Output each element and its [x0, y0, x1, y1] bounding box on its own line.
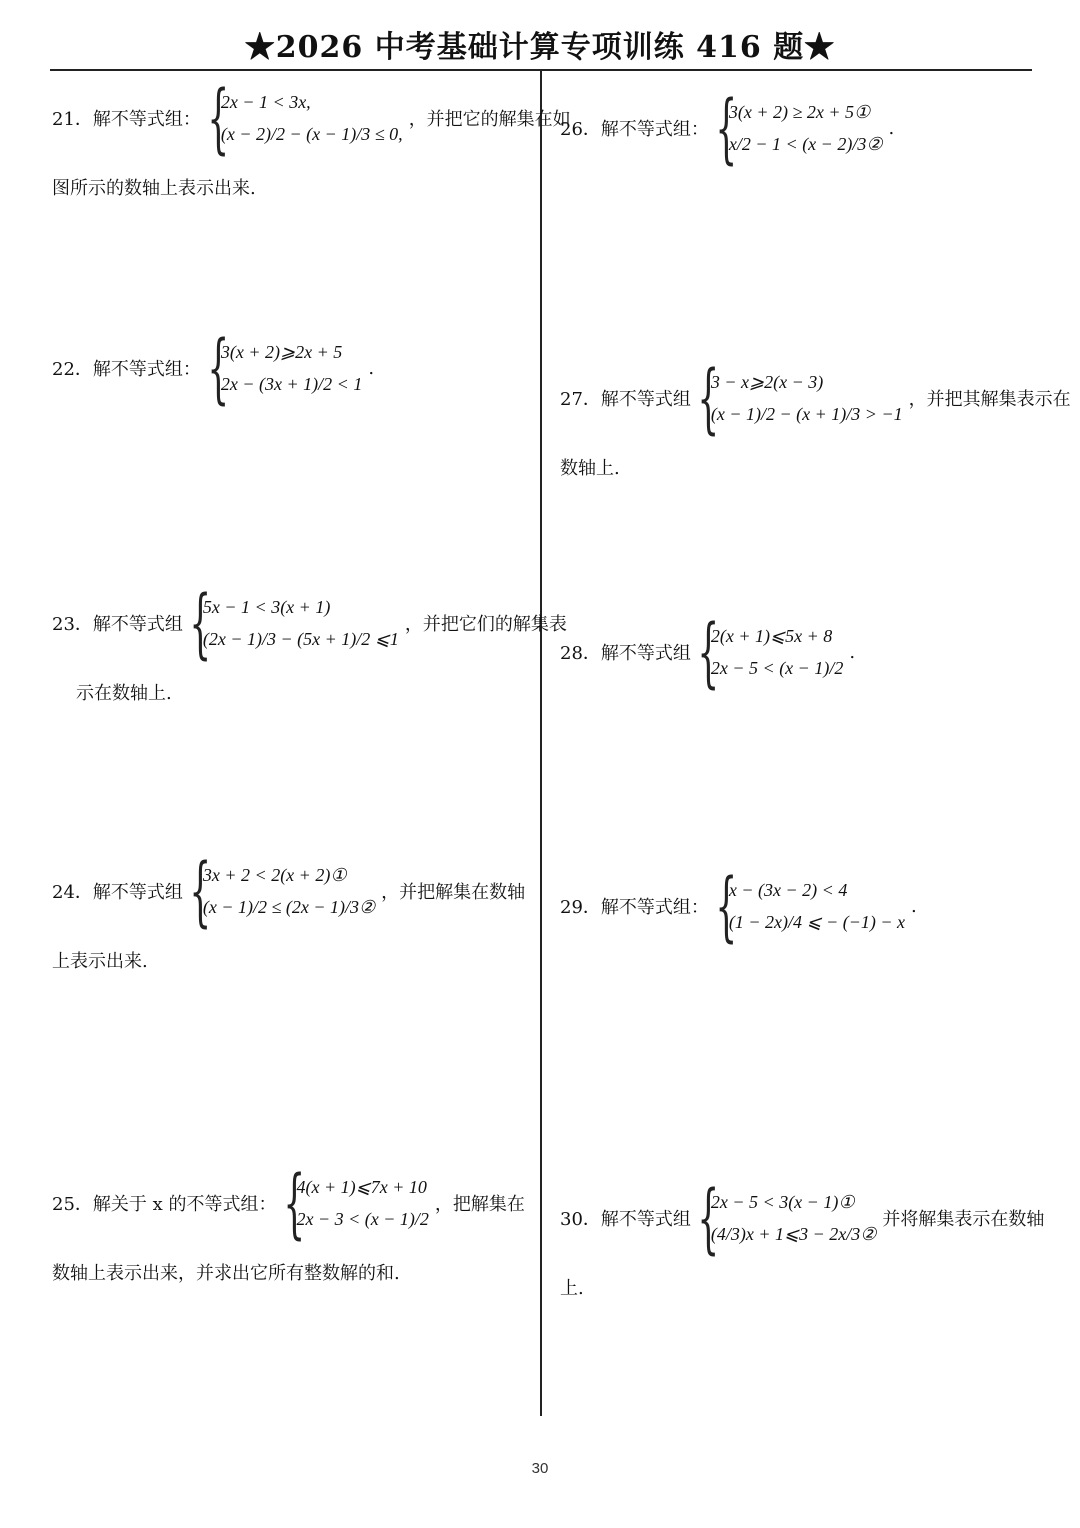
problem-tail: ，并把它的解集在如 [408, 109, 571, 130]
inequality-1: 3x + 2 < 2(x + 2)① [202, 865, 347, 885]
inequality-system [203, 860, 375, 922]
problem-continuation: 上. [560, 1278, 584, 1299]
problem-27 [560, 353, 1071, 480]
problem-lead: 24．解不等式组 [52, 882, 183, 903]
problem-28 [560, 607, 856, 696]
left-brace-icon: { [189, 846, 212, 935]
problem-tail: ，并把解集在数轴 [381, 882, 526, 903]
problem-24 [52, 846, 526, 973]
inequality-system [711, 1187, 876, 1249]
left-brace-icon: { [697, 1173, 720, 1262]
left-brace-icon: { [697, 353, 720, 442]
inequality-1: 3(x + 2) ≥ 2x + 5① [728, 102, 871, 122]
problem-lead: 29．解不等式组： [560, 897, 709, 918]
inequality-2: (4/3)x + 1⩽3 − 2x/3② [710, 1224, 877, 1244]
left-brace-icon: { [715, 83, 738, 172]
problem-25 [52, 1158, 525, 1285]
left-brace-icon: { [282, 1158, 305, 1247]
problem-continuation: 数轴上表示出来，并求出它所有整数解的和. [52, 1263, 400, 1284]
inequality-1: 2x − 1 < 3x, [220, 92, 311, 112]
inequality-system [203, 592, 399, 654]
problem-lead: 28．解不等式组 [560, 643, 691, 664]
inequality-system [221, 337, 362, 399]
problem-continuation: 示在数轴上. [76, 683, 172, 704]
inequality-2: (2x − 1)/3 − (5x + 1)/2 ⩽1 [202, 629, 399, 649]
inequality-2: 2x − 5 < (x − 1)/2 [710, 658, 844, 678]
inequality-2: 2x − 3 < (x − 1)/2 [296, 1209, 429, 1229]
inequality-1: 3 − x⩾2(x − 3) [710, 372, 824, 392]
page-title: ★2026 中考基础计算专项训练 416 题★ [244, 30, 836, 65]
problem-lead: 30．解不等式组 [560, 1209, 691, 1230]
inequality-1: 3(x + 2)⩾2x + 5 [220, 342, 343, 362]
inequality-2: (x − 2)/2 − (x − 1)/3 ≤ 0, [220, 124, 403, 144]
problem-lead: 21．解不等式组： [52, 109, 201, 130]
problem-tail: ，并把它们的解集表 [404, 614, 567, 635]
problem-lead: 25．解关于 x 的不等式组： [52, 1194, 277, 1215]
inequality-1: 5x − 1 < 3(x + 1) [202, 597, 331, 617]
problem-23 [52, 578, 567, 705]
inequality-2: (x − 1)/2 − (x + 1)/3 > −1 [710, 404, 903, 424]
problem-29 [560, 861, 917, 950]
inequality-system [297, 1172, 429, 1234]
problem-tail: 并将解集表示在数轴 [882, 1209, 1045, 1230]
inequality-system [729, 875, 905, 937]
problem-30 [560, 1173, 1045, 1300]
problem-22 [52, 323, 375, 412]
inequality-system [729, 97, 883, 159]
problem-tail: . [911, 895, 917, 917]
inequality-system [711, 367, 903, 429]
left-brace-icon: { [207, 73, 230, 162]
problem-tail: ，并把其解集表示在 [908, 389, 1071, 410]
inequality-1: x − (3x − 2) < 4 [728, 880, 848, 900]
inequality-2: (1 − 2x)/4 ⩽ − (−1) − x [728, 912, 906, 932]
inequality-1: 2(x + 1)⩽5x + 8 [710, 626, 833, 646]
problem-lead: 26．解不等式组： [560, 119, 709, 140]
page-number: 30 [531, 1460, 549, 1477]
inequality-1: 4(x + 1)⩽7x + 10 [296, 1177, 427, 1197]
problem-lead: 22．解不等式组： [52, 359, 201, 380]
problem-lead: 23．解不等式组 [52, 614, 183, 635]
problem-tail: . [368, 357, 375, 379]
left-brace-icon: { [715, 861, 738, 950]
inequality-system [221, 87, 403, 149]
problem-tail: ，把解集在 [434, 1194, 525, 1215]
problem-continuation: 图所示的数轴上表示出来. [52, 178, 256, 199]
problem-tail: . [849, 641, 856, 663]
inequality-system [711, 621, 843, 683]
problem-continuation: 数轴上. [560, 458, 620, 479]
left-brace-icon: { [189, 578, 212, 667]
problem-tail: . [888, 117, 895, 139]
problem-26 [560, 83, 895, 172]
problem-21 [52, 73, 571, 200]
inequality-2: 2x − (3x + 1)/2 < 1 [220, 374, 363, 394]
inequality-2: x/2 − 1 < (x − 2)/3② [728, 134, 883, 154]
problem-lead: 27．解不等式组 [560, 389, 691, 410]
problem-continuation: 上表示出来. [52, 951, 148, 972]
column-divider [540, 70, 542, 1416]
inequality-1: 2x − 5 < 3(x − 1)① [710, 1192, 855, 1212]
left-brace-icon: { [697, 607, 720, 696]
inequality-2: (x − 1)/2 ≤ (2x − 1)/3② [202, 897, 376, 917]
left-brace-icon: { [207, 323, 230, 412]
